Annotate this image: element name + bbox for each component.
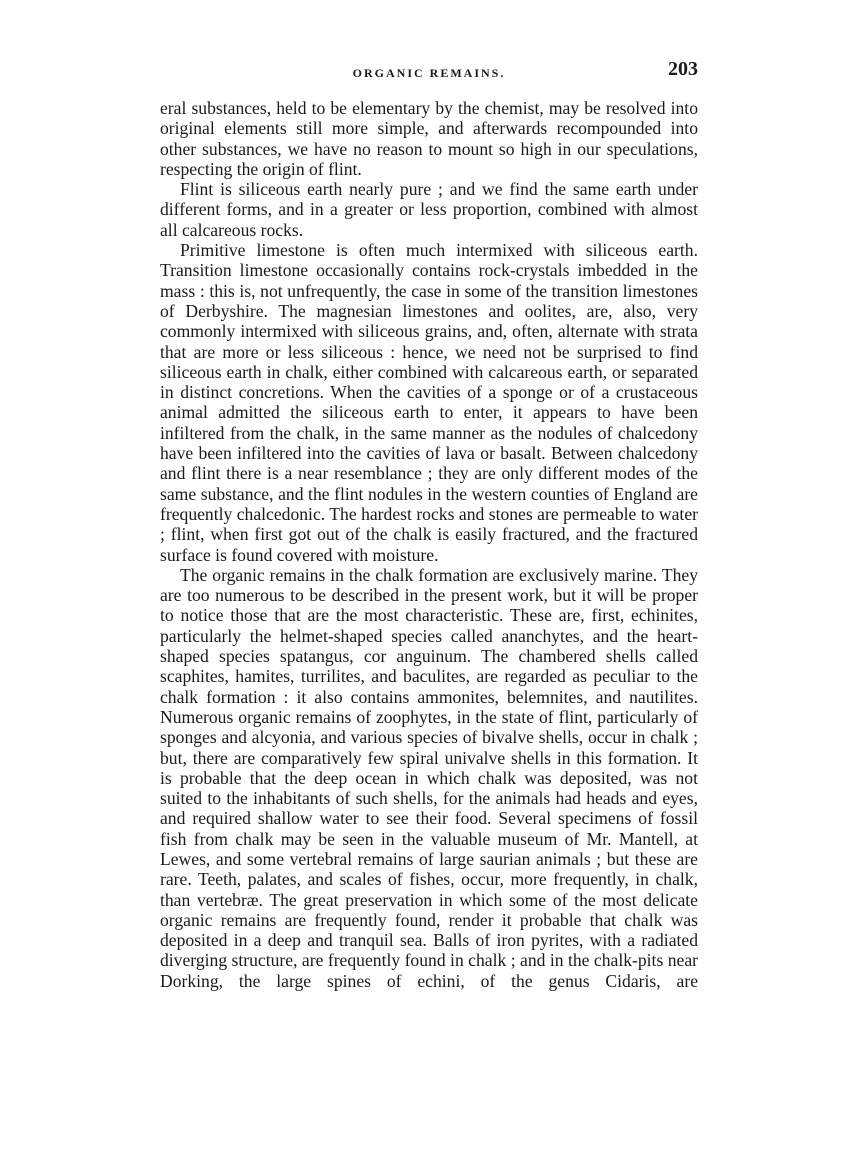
paragraph-primitive-limestone: Primitive limestone is often much intermixed with siliceous earth. Transition limestone occasionally contains rock-crystals imbedded in the mass : this is, not unfrequently, the case in some of the transition limestones of Derbyshire. The magnesian limestones and oolites, are, also, very commonly intermixed with siliceous grains, and, often, alternate with strata that are more or less siliceous : hence, we need not be surprised to find siliceous earth in chalk, either combined with calcareous earth, or separated in distinct concretions. When the cavities of a sponge or of a crustaceous animal admitted the siliceous earth to enter, it appears to have been infiltered from the chalk, in the same manner as the nodules of chalcedony have been infiltered into the cavities of lava or basalt. Between chalcedony and flint there is a near resemblance ; they are only different modes of the same substance, and the flint nodules in the western counties of England are frequently chalcedonic. The hardest rocks and stones are permeable to water ; flint, when first got out of the chalk is easily fractured, and the fractured surface is found covered with moisture. — [160, 240, 698, 565]
paragraph-organic-remains: The organic remains in the chalk formation are exclusively marine. They are too numerous to be described in the present work, but it will be proper to notice those that are the most characteristic. These are, first, echinites, particularly the helmet-shaped species called ananchytes, and the heart-shaped species spatangus, cor anguinum. The chambered shells called scaphites, hamites, turrilites, and baculites, are regarded as peculiar to the chalk formation : it also contains ammonites, belemnites, and nautilites. Numerous organic remains of zoophytes, in the state of flint, particularly of sponges and alcyonia, and various species of bivalve shells, occur in chalk ; but, there are comparatively few spiral univalve shells in this formation. It is probable that the deep ocean in which chalk was deposited, was not suited to the inhabitants of such shells, for the animals had heads and eyes, and required shallow water to see their food. Several specimens of fossil fish from chalk may be seen in the valuable museum of Mr. Mantell, at Lewes, and some vertebral remains of large saurian animals ; but these are rare. Teeth, palates, and scales of fishes, occur, more frequently, in chalk, than vertebræ. The great preservation in which some of the most delicate organic remains are frequently found, render it probable that chalk was deposited in a deep and tranquil sea. Balls of iron pyrites, with a radiated diverging structure, are frequently found in chalk ; and in the chalk-pits near Dorking, the large spines of echini, of the genus Cidaris, are — [160, 564, 698, 991]
paragraph-flint: Flint is siliceous earth nearly pure ; and we find the same earth under different forms, and in a greater or less proportion, combined with almost all calcareous rocks. — [160, 179, 698, 240]
page-number: 203 — [668, 58, 698, 80]
body-text — [160, 98, 698, 991]
book-page — [160, 58, 698, 991]
running-head — [160, 58, 698, 92]
running-title: ORGANIC REMAINS. — [352, 66, 506, 80]
paragraph-continued: eral substances, held to be elementary by the chemist, may be resolved into original elements still more simple, and afterwards recompounded into other substances, we have no reason to mount so high in our speculations, respecting the origin of flint. — [160, 98, 698, 179]
